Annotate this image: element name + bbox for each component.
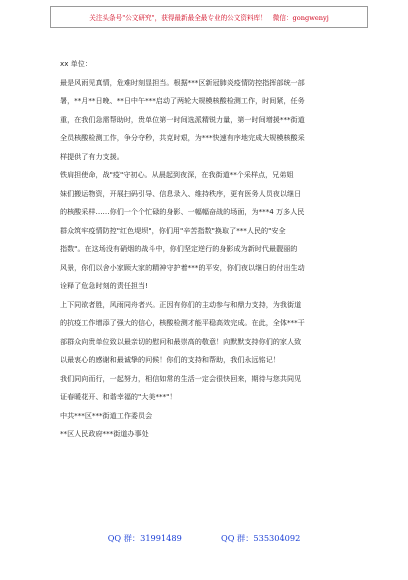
letter-line: 诠释了危急时刻的责任担当! [60, 281, 148, 290]
letter-body [60, 55, 360, 444]
letter-line: 最是风雨见真情，危难时刻显担当。根据***区新冠肺炎疫情防控指挥部统一部 [60, 77, 305, 87]
footer-contacts [0, 533, 408, 544]
letter-line: 群众筑牢疫情防控"红色堤坝"，你们用"辛苦指数"换取了***人民的"安全 [60, 225, 286, 235]
letter-line: 全员核酸检测工作，争分夺秒，共克时艰，为***快速有序地完成大规模核酸采 [60, 133, 305, 142]
letter-line: 署，**月**日晚、**日中午***启动了两轮大规模核酸检测工作，时间紧，任务 [60, 96, 305, 105]
qq-group-2: QQ 群：535304092 [221, 533, 301, 543]
letter-line: 上下同欲者胜，风雨同舟者兴。正因有你们的主动参与和鼎力支持，为我街道 [60, 299, 302, 309]
letter-line: 重，在我们急需帮助时，贵单位第一时间选派精锐力量，第一时间增援***街道 [60, 114, 305, 124]
promo-text: 关注头条号"公文研究"，获得最新最全最专业的公文资料库！ [89, 14, 267, 22]
letter-line: 的抗疫工作增添了强大的信心，核酸检测才能平稳高效完成。在此，全体***干 [60, 318, 305, 327]
signature-committee: 中共***区***街道工作委员会 [60, 410, 153, 420]
promo-banner [50, 6, 368, 28]
letter-line: 以最衷心的感谢和最诚挚的问候！你们的支持和帮助，我们永远铭记！ [60, 355, 280, 364]
wechat-id: 微信：gongwenyj [272, 14, 329, 22]
letter-line: 风景，你们以舍小家顾大家的精神守护着***的平安，你们夜以继日的付出生动 [60, 262, 305, 272]
letter-line: 我们同向而行，一起努力，相信如常的生活一定会很快回来，期待与您共同见 [60, 373, 302, 383]
letter-line: 妹们搬运物资，开展扫码引导、信息录入、维持秩序，更有医务人员夜以继日 [60, 188, 302, 198]
letter-line: 样提供了有力支援。 [60, 151, 124, 161]
letter-line: 指数"。在这场没有硝烟的战斗中，你们坚定逆行的身影成为新时代最靓丽的 [60, 244, 298, 253]
letter-line: 部群众向贵单位致以最亲切的慰问和最崇高的敬意！向默默支持你们的家人致 [60, 336, 302, 346]
qq-group-1: QQ 群：31991489 [107, 533, 182, 543]
letter-line: 铁肩担使命，战"疫"守初心。从晨起到夜深，在我街道**个采样点，兄弟姐 [60, 170, 294, 179]
letter-line: 证春暖花开、和谐幸福的"大美***"！ [60, 392, 177, 401]
signature-office: **区人民政府***街道办事处 [60, 429, 149, 438]
salutation: xx 单位： [60, 59, 92, 68]
letter-line: 的核酸采样……你们一个个忙碌的身影、一幅幅奋战的场面，为***4 万多人民 [60, 207, 305, 216]
